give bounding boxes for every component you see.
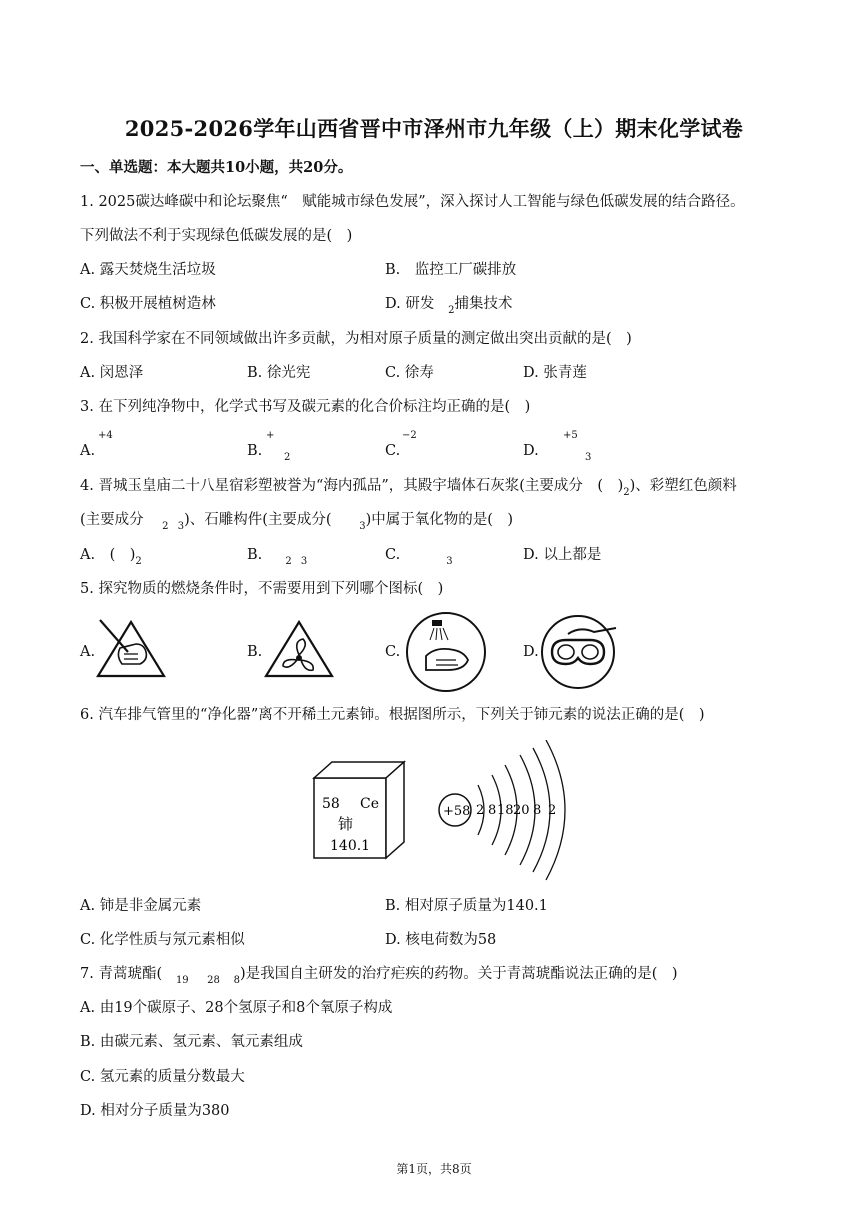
q3-option-a-label: A. [80,443,96,459]
q3-option-d-subscript: 3 [585,452,592,463]
q4-option-c-text: C. [385,547,401,563]
q1-option-d [385,294,513,316]
q4-option-b-subscript-1: 2 [285,556,292,567]
page-footer: 第1页，共8页 [396,1162,472,1176]
shell-6-count: 2 [548,803,557,818]
question-6-stem: 6. 汽车排气管里的“净化器”离不开稀土元素铈。根据图所示，下列关于铈元素的说法正确的是( ) [80,707,705,723]
q7-subscript-3: 8 [233,975,241,986]
q5-option-b-label: B. [247,644,263,660]
q3-option-a [80,441,95,461]
q1-option-d-text: D. 研发 [385,296,435,312]
q7-subscript-2: 28 [207,975,220,986]
q2-option-b: B. 徐光宪 [247,365,311,381]
q4-option-d: D. 以上都是 [523,547,602,563]
q4-line-1-subscript: 2 [623,487,630,498]
q4-option-a-text: A. ( ) [80,547,136,563]
q3-option-d-valence: +5 [563,430,578,441]
q7-stem-text: 7. 青蒿琥酯( [80,966,163,982]
q4-line-2-text-3: )中属于氧化物的是( ) [365,512,514,528]
q4-option-a-subscript: 2 [135,556,142,567]
safety-goggles-icon [540,612,620,692]
q6-option-d: D. 核电荷数为58 [385,932,497,948]
shell-1-count: 2 [476,803,485,818]
q4-line-2-text-2: )、石雕构件(主要成分( [184,512,332,528]
q1-option-a: A. 露天焚烧生活垃圾 [80,262,216,278]
question-4-line-1 [80,476,737,498]
q3-option-b-subscript: 2 [284,452,291,463]
ventilation-fan-icon [262,618,336,680]
section-heading: 一、单选题：本大题共10小题，共20分。 [80,159,353,176]
atomic-mass: 140.1 [330,838,371,854]
question-7-stem [80,964,678,986]
q3-option-c: C. [385,443,401,459]
q6-option-a: A. 铈是非金属元素 [80,898,202,914]
q4-option-c-subscript: 3 [446,556,453,567]
question-5-stem: 5. 探究物质的燃烧条件时，不需要用到下列哪个图标( ) [80,581,444,597]
q4-option-b-text: B. [247,547,263,563]
element-symbol: Ce [360,796,379,812]
atomic-number: 58 [322,796,340,812]
q7-option-b: B. 由碳元素、氢元素、氧元素组成 [80,1034,303,1050]
q2-option-c: C. 徐寿 [385,365,434,381]
q4-option-b-subscript-2: 3 [300,556,308,567]
no-touch-icon [94,618,168,680]
q4-option-c [385,545,453,567]
q7-option-c: C. 氢元素的质量分数最大 [80,1069,245,1085]
q3-option-d: D. [523,443,539,459]
shell-4-count: 20 [513,803,530,818]
q7-stem-text-2: )是我国自主研发的治疗疟疾的药物。关于青蒿琥酯说法正确的是( ) [240,966,678,982]
q2-option-a: A. 闵恩泽 [80,365,144,381]
q5-option-c-label: C. [385,644,401,660]
q4-option-b [247,545,307,567]
q1-option-d-text-2: 捕集技术 [454,296,513,312]
q4-line-1-text: 4. 晋城玉皇庙二十八星宿彩塑被誉为“海内孤品”，其殿宇墙体石灰浆(主要成分 ( ) [80,478,624,494]
element-cell [314,762,404,858]
nucleus-charge: +58 [443,804,471,819]
cerium-diagram [300,740,570,890]
question-4-line-2 [80,510,513,532]
shell-5-count: 8 [533,803,542,818]
q3-option-c-valence: −2 [402,430,417,441]
q4-line-2-subscript-1: 2 [162,521,169,532]
q1-option-c: C. 积极开展植树造林 [80,296,216,312]
q4-line-2-text: (主要成分 [80,512,144,528]
atomic-structure [439,740,565,880]
q5-option-a-label: A. [80,644,96,660]
wash-hands-icon [404,610,488,694]
question-2-stem: 2. 我国科学家在不同领域做出许多贡献，为相对原子质量的测定做出突出贡献的是( ) [80,331,632,347]
q5-option-d-label: D. [523,644,539,660]
q4-line-2-subscript-3: 3 [359,521,366,532]
q3-option-b: B. [247,443,263,459]
shell-3-count: 18 [497,803,514,818]
question-1-line-2: 下列做法不利于实现绿色低碳发展的是( ) [80,228,353,244]
q6-option-b: B. 相对原子质量为140.1 [385,898,548,914]
question-1-line-1: 1. 2025碳达峰碳中和论坛聚焦“ 赋能城市绿色发展”，深入探讨人工智能与绿色低碳发展的结合路径。 [80,194,745,210]
q6-option-c: C. 化学性质与氖元素相似 [80,932,245,948]
q1-option-d-subscript: 2 [448,305,455,316]
q3-option-a-valence: +4 [98,430,113,441]
q7-subscript-1: 19 [175,975,189,986]
q4-line-2-subscript-2: 3 [177,521,185,532]
q7-option-a: A. 由19个碳原子、28个氢原子和8个氧原子构成 [80,1000,393,1016]
shell-2-count: 8 [488,803,497,818]
q4-option-a [80,545,142,567]
q4-line-1-text-2: )、彩塑红色颜料 [629,478,737,494]
question-3-stem: 3. 在下列纯净物中，化学式书写及碳元素的化合价标注均正确的是( ) [80,399,531,415]
q2-option-d: D. 张青莲 [523,365,587,381]
page-title: 2025-2026学年山西省晋中市泽州市九年级（上）期末化学试卷 [124,116,744,141]
q3-option-b-valence: + [266,430,275,441]
q7-option-d: D. 相对分子质量为380 [80,1103,230,1119]
q1-option-b: B. 监控工厂碳排放 [385,262,517,278]
element-name: 铈 [338,815,354,833]
